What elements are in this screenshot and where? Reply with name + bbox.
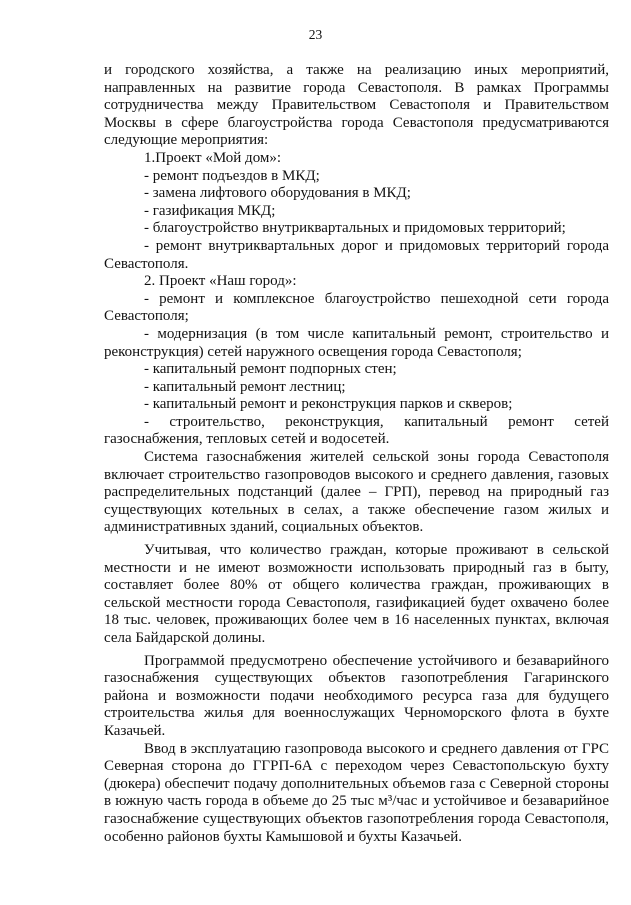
page-number: 23 xyxy=(308,27,323,42)
list-item: - благоустройство внутриквартальных и придомовых территорий; xyxy=(144,220,566,237)
list-item: - капитальный ремонт и реконструкция парков и скверов; xyxy=(144,396,513,413)
list-item: - газификация МКД; xyxy=(144,202,276,219)
list-item: - замена лифтового оборудования в МКД; xyxy=(144,185,411,202)
list-item: - капитальный ремонт лестниц; xyxy=(144,378,346,395)
paragraph-intro: и городского хозяйства, а также на реализацию иных мероприятий, направленных на развитие города Севастополя. В рамках Программы сотрудничества между Правительством Севастополя и Правительством Москвы в сфере благоустройства города Севастополя предусматриваются следующие мероприятия: xyxy=(104,62,609,149)
paragraph-rural-population: Учитывая, что количество граждан, которые проживают в сельской местности и не имеют возможности использовать природный газ в быту, составляет более 80% от общего количества граждан, проживающих в сельской местности города Севастополя, газификацией будет охвачено более 18 тыс. человек, проживающих более чем в 16 населенных пунктах, включая села Байдарской долины. xyxy=(104,542,609,646)
heading-project-my-home: 1.Проект «Мой дом»: xyxy=(144,149,282,166)
list-item: - ремонт внутриквартальных дорог и придомовых территорий города Севастополя. xyxy=(104,237,609,272)
paragraph-gas-supply-system: Система газоснабжения жителей сельской зоны города Севастополя включает строительство газопроводов высокого и среднего давления, газовых распределительных подстанций (далее – ГРП), перевод на природный газ существующих котельных в селах, а также обеспечение газом жилых и административных зданий, социальных объектов. xyxy=(104,449,609,536)
heading-project-our-city: 2. Проект «Наш город»: xyxy=(144,273,297,290)
document-body xyxy=(104,62,609,846)
list-item: - модернизация (в том числе капитальный ремонт, строительство и реконструкция) сетей наружного освещения города Севастополя; xyxy=(104,325,609,360)
list-item: - капитальный ремонт подпорных стен; xyxy=(144,361,397,378)
paragraph-pipeline-commissioning: Ввод в эксплуатацию газопровода высокого и среднего давления от ГРС Северная сторона до ГГРП-6А с переходом через Севастопольскую бухту (дюкера) обеспечит подачу дополнительных объемов газа с Северной стороны в южную часть города в объеме до 25 тыс м³/час и устойчивое и безаварийное газоснабжение существующих объектов газопотребления города Севастополя, особенно районов бухты Камышовой и бухты Казачьей. xyxy=(104,740,609,845)
paragraph-program-provision: Программой предусмотрено обеспечение устойчивого и безаварийного газоснабжения существующих объектов газопотребления Гагаринского района и возможности подачи необходимого ресурса газа для будущего строительства жилья для военнослужащих Черноморского флота в бухте Казачьей. xyxy=(104,652,609,739)
list-item: - строительство, реконструкция, капитальный ремонт сетей газоснабжения, тепловых сетей и водосетей. xyxy=(104,413,609,448)
list-item: - ремонт и комплексное благоустройство пешеходной сети города Севастополя; xyxy=(104,290,609,325)
list-item: - ремонт подъездов в МКД; xyxy=(144,167,320,184)
